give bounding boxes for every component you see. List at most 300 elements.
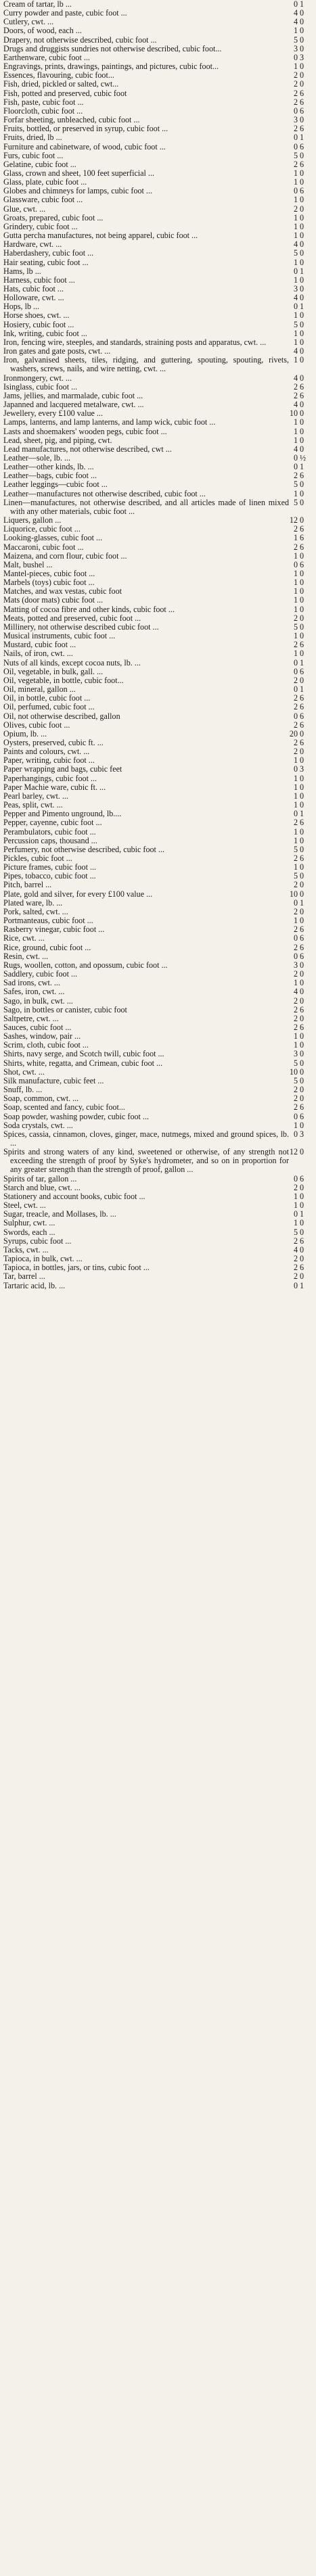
entry-description: Grindery, cubic foot ... (3, 221, 78, 231)
entry-shillings: 2 (293, 675, 298, 685)
entry-shillings: 3 (293, 43, 298, 53)
entry-shillings: 2 (293, 159, 298, 169)
entry-pence: 0 (300, 408, 304, 419)
entry-description: Stationery and account books, cubic foot ... (3, 1191, 145, 1201)
entry-pence: 0 (300, 248, 304, 258)
tariff-entry (3, 925, 313, 934)
entry-description: Portmanteaus, cubic foot ... (3, 916, 93, 926)
entry-pence: 0 (300, 782, 304, 792)
entry-shillings: 1 (293, 275, 298, 285)
entry-description: Nuts of all kinds, except cocoa nuts, lb. ... (3, 657, 141, 668)
tariff-entry (3, 1014, 313, 1023)
entry-shillings: 0 (293, 666, 298, 676)
tariff-entry (3, 329, 313, 338)
entry-shillings: 12 (289, 515, 298, 525)
tariff-entry (3, 614, 313, 623)
entry-pence: 6 (300, 381, 304, 392)
entry-pence: 6 (300, 1022, 304, 1032)
entry-description: Lead, sheet, pig, and piping, cwt. (3, 435, 112, 445)
tariff-entry (3, 151, 313, 160)
entry-pence: 6 (300, 951, 304, 961)
entry-shillings: 4 (293, 373, 298, 383)
entry-pence: 0 (300, 613, 304, 623)
entry-shillings: 1 (293, 195, 298, 205)
entry-description: Tartaric acid, lb. ... (3, 1280, 66, 1290)
entry-description: Fruits, bottled, or preserved in syrup, cubic foot ... (3, 124, 168, 134)
entry-description: Groats, prepared, cubic foot ... (3, 212, 104, 223)
entry-description: Engravings, prints, drawings, paintings, and pictures, cubic foot... (3, 62, 219, 72)
entry-pence: 0 (300, 1227, 304, 1237)
entry-shillings: 1 (293, 355, 298, 365)
entry-shillings: 2 (293, 1254, 298, 1264)
entry-description: Isinglass, cubic foot ... (3, 381, 78, 392)
entry-shillings: 1 (293, 310, 298, 321)
entry-shillings: 2 (293, 702, 298, 712)
entry-shillings: 1 (293, 221, 298, 231)
tariff-entry (3, 1148, 313, 1174)
entry-pence: 6 (300, 924, 304, 935)
entry-shillings: 0 (293, 1280, 298, 1290)
entry-shillings: 2 (293, 942, 298, 952)
entry-pence: 6 (300, 640, 304, 650)
entry-description: Glass, crown and sheet, 100 feet superficial ... (3, 168, 154, 178)
entry-shillings: 2 (293, 880, 298, 890)
entry-description: Iron, galvanised sheets, tiles, ridging, and guttering, spouting, spouting, rivets, washers, screws, nails, and wire netting, cwt. ... (3, 355, 289, 374)
entry-description: Saltpetre, cwt. ... (3, 1013, 59, 1023)
tariff-entry (3, 427, 313, 436)
entry-shillings: 2 (293, 1013, 298, 1023)
tariff-entry (3, 418, 313, 427)
entry-pence: 0 (300, 435, 304, 445)
entry-description: Musical instruments, cubic foot ... (3, 631, 116, 641)
tariff-entry (3, 1050, 313, 1058)
entry-shillings: 4 (293, 987, 298, 997)
entry-description: Hardware, cwt. ... (3, 239, 62, 250)
entry-description: Oil, vegetable, in bulk, gall. ... (3, 666, 104, 676)
entry-description: Peas, split, cwt. ... (3, 800, 63, 810)
entry-pence: 0 (300, 586, 304, 596)
entry-pence: 0 (300, 1254, 304, 1264)
entry-description: Gelatine, cubic foot ... (3, 159, 76, 169)
tariff-entry (3, 703, 313, 711)
entry-shillings: 1 (293, 337, 298, 347)
entry-pence: 6 (300, 818, 304, 828)
entry-shillings: 1 (293, 800, 298, 810)
entry-description: Spices, cassia, cinnamon, cloves, ginger, mace, nutmegs, mixed and ground spices, lb. ... (3, 1129, 289, 1148)
entry-pence: 0 (300, 150, 304, 160)
tariff-entry (3, 596, 313, 605)
entry-description: Drapery, not otherwise described, cubic foot ... (3, 34, 157, 45)
entry-pence: 0 (300, 115, 304, 125)
entry-description: Fruits, dried, lb ... (3, 133, 62, 143)
entry-shillings: 1 (293, 551, 298, 561)
entry-shillings: 5 (293, 1227, 298, 1237)
entry-description: Pepper and Pimento unground, lb.... (3, 809, 122, 819)
entry-shillings: 0 (293, 1111, 298, 1121)
entry-pence: 1 (300, 657, 304, 668)
entry-shillings: 0 (293, 141, 298, 151)
entry-pence: 0 (300, 17, 304, 27)
entry-shillings: 2 (293, 640, 298, 650)
entry-pence: 0 (300, 773, 304, 783)
entry-shillings: 1 (293, 578, 298, 588)
entry-pence: 6 (300, 533, 304, 543)
entry-pence: 1 (300, 684, 304, 695)
entry-description: Jams, jellies, and marmalade, cubic foot ... (3, 390, 143, 400)
entry-shillings: 10 (289, 1067, 298, 1077)
entry-description: Sad irons, cwt. ... (3, 978, 60, 988)
tariff-entry (3, 36, 313, 45)
entry-description: Oil, perfumed, cubic foot ... (3, 702, 95, 712)
entry-pence: 0 (300, 346, 304, 356)
entry-pence: 0 (300, 400, 304, 410)
entry-pence: 6 (300, 159, 304, 169)
tariff-entry (3, 534, 313, 542)
entry-shillings: 1 (293, 212, 298, 223)
entry-description: Jewellery, every £100 value ... (3, 408, 103, 419)
entry-shillings: 0 (293, 933, 298, 943)
entry-description: Sago, in bulk, cwt. ... (3, 996, 73, 1006)
entry-description: Soap powder, washing powder, cubic foot ... (3, 1111, 149, 1121)
tariff-entry (3, 730, 313, 739)
entry-shillings: 1 (293, 755, 298, 766)
tariff-entry (3, 498, 313, 516)
entry-pence: 0 (300, 791, 304, 801)
entry-description: Sago, in bottles or canister, cubic foot (3, 1004, 127, 1014)
entry-shillings: 4 (293, 239, 298, 250)
entry-pence: 0 (300, 1182, 304, 1192)
entry-shillings: 0 (293, 657, 298, 668)
entry-description: Scrim, cloth, cubic foot ... (3, 1040, 89, 1050)
entry-description: Picture frames, cubic foot ... (3, 862, 97, 872)
entry-description: Resin, cwt. ... (3, 951, 49, 961)
entry-description: Nails, of iron, cwt. ... (3, 649, 73, 659)
entry-shillings: 2 (293, 1236, 298, 1246)
entry-pence: 0 (300, 373, 304, 383)
tariff-entry (3, 445, 313, 454)
entry-description: Mantel-pieces, cubic foot ... (3, 569, 95, 578)
entry-shillings: 1 (293, 835, 298, 845)
entry-pence: 0 (300, 1075, 304, 1085)
entry-description: Swords, each ... (3, 1227, 55, 1237)
entry-shillings: 5 (293, 844, 298, 854)
entry-description: Maizena, and corn flour, cubic foot ... (3, 551, 127, 561)
entry-pence: 1 (300, 897, 304, 908)
tariff-entry (3, 712, 313, 721)
entry-pence: 6 (300, 559, 304, 569)
tariff-entry (3, 45, 313, 53)
entry-pence: 0 (300, 1200, 304, 1211)
entry-pence: 0 (300, 515, 304, 525)
tariff-entry (3, 89, 313, 98)
entry-shillings: 1 (293, 978, 298, 988)
entry-shillings: 0 (293, 52, 298, 62)
tariff-entry (3, 783, 313, 792)
entry-pence: 0 (300, 497, 304, 507)
entry-description: Hats, cubic foot ... (3, 284, 64, 294)
entry-shillings: 2 (293, 390, 298, 400)
entry-shillings: 5 (293, 319, 298, 329)
entry-pence: 0 (300, 1147, 304, 1157)
entry-pence: 0 (300, 239, 304, 250)
tariff-entry (3, 133, 313, 142)
entry-pence: 0 (300, 978, 304, 988)
entry-shillings: 1 (293, 826, 298, 837)
entry-shillings: 0 (293, 1129, 298, 1139)
entry-description: Looking-glasses, cubic foot ... (3, 533, 103, 543)
entry-shillings: 1 (293, 1040, 298, 1050)
entry-description: Harness, cubic foot ... (3, 275, 75, 285)
entry-pence: 0 (300, 906, 304, 916)
entry-description: Tapioca, in bottles, jars, or tins, cubic foot ... (3, 1263, 150, 1273)
tariff-entry (3, 1272, 313, 1281)
entry-description: Hair seating, cubic foot ... (3, 257, 89, 267)
entry-pence: 6 (300, 693, 304, 703)
entry-shillings: 3 (293, 1049, 298, 1059)
entry-description: Paper Machie ware, cubic ft. ... (3, 782, 106, 792)
entry-pence: 0 (300, 79, 304, 89)
entry-description: Glass, plate, cubic foot ... (3, 177, 87, 187)
entry-description: Malt, bushel ... (3, 559, 53, 569)
entry-pence: 0 (300, 1049, 304, 1059)
entry-pence: 6 (300, 1263, 304, 1273)
entry-pence: 6 (300, 1173, 304, 1184)
entry-description: Sashes, window, pair ... (3, 1031, 81, 1041)
entry-description: Pork, salted, cwt. ... (3, 906, 68, 916)
entry-shillings: 2 (293, 737, 298, 747)
entry-description: Soap, common, cwt. ... (3, 1094, 79, 1104)
tariff-entry (3, 321, 313, 329)
entry-pence: 6 (300, 88, 304, 98)
entry-pence: 1 (300, 462, 304, 472)
entry-shillings: 4 (293, 346, 298, 356)
entry-shillings: 1 (293, 426, 298, 436)
entry-shillings: 5 (293, 497, 298, 507)
entry-description: Hams, lb ... (3, 266, 41, 276)
entry-description: Cutlery, cwt. ... (3, 17, 54, 27)
entry-pence: 0 (300, 969, 304, 979)
entry-pence: 6 (300, 524, 304, 534)
entry-description: Soap, scented and fancy, cubic foot... (3, 1102, 125, 1113)
entry-description: Hops, lb ... (3, 302, 40, 312)
entry-shillings: 2 (293, 1263, 298, 1273)
entry-shillings: 4 (293, 8, 298, 18)
entry-shillings: 2 (293, 1004, 298, 1014)
entry-shillings: 1 (293, 1191, 298, 1201)
entry-description: Lead manufactures, not otherwise described, cwt ... (3, 444, 172, 454)
entry-description: Shirts, navy serge, and Scotch twill, cubic foot ... (3, 1049, 164, 1059)
tariff-entry (3, 543, 313, 552)
entry-description: Shirts, white, regatta, and Crimean, cubic foot ... (3, 1058, 163, 1068)
entry-pence: 0 (300, 844, 304, 854)
entry-pence: 0 (300, 1058, 304, 1068)
entry-description: Syrups, cubic foot ... (3, 1236, 72, 1246)
entry-pence: 0 (300, 578, 304, 588)
tariff-entry (3, 659, 313, 668)
entry-pence: 6 (300, 124, 304, 134)
entry-pence: 0 (300, 70, 304, 80)
entry-shillings: 12 (289, 1147, 298, 1157)
tariff-entry (3, 1263, 313, 1272)
entry-shillings: 1 (293, 62, 298, 72)
tariff-entry (3, 774, 313, 783)
entry-pence: 0 (300, 631, 304, 641)
tariff-entry (3, 1006, 313, 1014)
entry-pence: 0 (300, 649, 304, 659)
entry-shillings: 0 (293, 266, 298, 276)
tariff-entry (3, 160, 313, 169)
entry-description: Furniture and cabinetware, of wood, cubic foot ... (3, 141, 166, 151)
entry-shillings: 2 (293, 969, 298, 979)
entry-pence: 6 (300, 1004, 304, 1014)
tariff-entry (3, 837, 313, 845)
entry-shillings: 0 (293, 897, 298, 908)
entry-description: Oil, vegetable, in bottle, cubic foot... (3, 675, 124, 685)
entry-description: Sauces, cubic foot ... (3, 1022, 72, 1032)
entry-pence: 0 (300, 960, 304, 970)
entry-pence: 0 (300, 996, 304, 1006)
entry-shillings: 2 (293, 542, 298, 552)
entry-shillings: 2 (293, 204, 298, 214)
entry-shillings: 2 (293, 97, 298, 107)
entry-description: Pickles, cubic foot ... (3, 853, 72, 863)
entry-shillings: 1 (293, 586, 298, 596)
entry-pence: 0 (300, 1271, 304, 1282)
tariff-entry (3, 818, 313, 827)
entry-pence: 0 (300, 675, 304, 685)
entry-shillings: 0 (293, 0, 298, 9)
entry-description: Gutta percha manufactures, not being apparel, cubic foot ... (3, 231, 198, 241)
entry-pence: 6 (300, 97, 304, 107)
entry-pence: 1 (300, 266, 304, 276)
tariff-entry (3, 143, 313, 151)
entry-shillings: 0 (293, 1173, 298, 1184)
entry-shillings: 20 (289, 728, 298, 739)
entry-pence: 0 (300, 479, 304, 490)
entry-pence: 0 (300, 168, 304, 178)
entry-description: Forfar sheeting, unbleached, cubic foot ... (3, 115, 140, 125)
entry-pence: 0 (300, 310, 304, 321)
entry-description: Japanned and lacquered metalware, cwt. ... (3, 400, 144, 410)
entry-description: Ironmongery, cwt. ... (3, 373, 72, 383)
entry-shillings: 10 (289, 408, 298, 419)
tariff-entry (3, 765, 313, 774)
entry-pence: 6 (300, 720, 304, 730)
entry-description: Mats (door mats) cubic foot ... (3, 595, 104, 605)
entry-description: Paper, writing, cubic foot ... (3, 755, 95, 766)
entry-shillings: 4 (293, 444, 298, 454)
entry-shillings: 2 (293, 70, 298, 80)
entry-shillings: 1 (293, 1200, 298, 1211)
entry-shillings: 5 (293, 1058, 298, 1068)
entry-description: Iron gates and gate posts, cwt. ... (3, 346, 111, 356)
entry-shillings: 2 (293, 693, 298, 703)
tariff-entry (3, 98, 313, 107)
entry-pence: 1 (300, 133, 304, 143)
entry-pence: 6 (300, 711, 304, 721)
entry-description: Pepper, cayenne, cubic foot ... (3, 818, 102, 828)
entry-description: Shot, cwt. ... (3, 1067, 45, 1077)
entry-pence: 0 (300, 862, 304, 872)
entry-pence: 0 (300, 1244, 304, 1255)
tariff-entry (3, 890, 313, 899)
tariff-entry (3, 1175, 313, 1184)
entry-pence: 0 (300, 8, 304, 18)
entry-shillings: 0 (293, 684, 298, 695)
entry-description: Tacks, cwt. ... (3, 1244, 49, 1255)
entry-pence: 0 (300, 177, 304, 187)
entry-shillings: 1 (293, 1120, 298, 1130)
entry-shillings: 5 (293, 479, 298, 490)
tariff-entry (3, 1192, 313, 1201)
entry-shillings: 1 (293, 435, 298, 445)
tariff-entry (3, 374, 313, 383)
entry-description: Paints and colours, cwt. ... (3, 747, 90, 757)
entry-shillings: 1 (293, 631, 298, 641)
entry-pence: 0 (300, 728, 304, 739)
tariff-entry (3, 1282, 313, 1290)
entry-description: Leather—bags, cubic foot ... (3, 471, 97, 481)
entry-description: Rugs, woollen, cotton, and opossum, cubic foot ... (3, 960, 168, 970)
entry-description: Essences, flavouring, cubic foot... (3, 70, 114, 80)
entry-description: Leather leggings—cubic foot ... (3, 479, 108, 490)
entry-description: Rasberry vinegar, cubic foot ... (3, 924, 105, 935)
entry-shillings: 0 (293, 1209, 298, 1219)
tariff-entry (3, 436, 313, 445)
entry-description: Rice, cwt. ... (3, 933, 45, 943)
entry-pence: 0 (300, 62, 304, 72)
entry-pence: 6 (300, 702, 304, 712)
tariff-entry (3, 1077, 313, 1085)
entry-description: Saddlery, cubic foot ... (3, 969, 78, 979)
entry-pence: 3 (300, 764, 304, 774)
entry-shillings: 10 (289, 889, 298, 899)
entry-description: Opium, lb. ... (3, 728, 47, 739)
entry-description: Earthenware, cubic foot ... (3, 52, 90, 62)
entry-shillings: 4 (293, 17, 298, 27)
tariff-entry (3, 1068, 313, 1077)
entry-pence: 0 (300, 275, 304, 285)
tariff-entry (3, 80, 313, 89)
entry-pence: 0 (300, 204, 304, 214)
entry-description: Cream of tartar, lb ... (3, 0, 72, 9)
entry-pence: 0 (300, 26, 304, 36)
entry-pence: 0 (300, 747, 304, 757)
entry-pence: 1 (300, 1280, 304, 1290)
entry-description: Pipes, tobacco, cubic foot ... (3, 871, 96, 881)
entry-pence: 0 (300, 417, 304, 427)
entry-shillings: 0 (293, 302, 298, 312)
entry-shillings: 0 (293, 186, 298, 196)
tariff-entry (3, 195, 313, 204)
tariff-entry (3, 828, 313, 837)
entry-description: Pearl barley, cwt. ... (3, 791, 68, 801)
entry-pence: 6 (300, 542, 304, 552)
tariff-entry (3, 605, 313, 614)
entry-pence: 0 (300, 916, 304, 926)
entry-pence: 0 (300, 880, 304, 890)
tariff-entry (3, 552, 313, 561)
tariff-entry (3, 721, 313, 730)
entry-description: Curry powder and paste, cubic foot ... (3, 8, 127, 18)
entry-pence: 1 (300, 0, 304, 9)
tariff-entry (3, 943, 313, 952)
entry-pence: 0 (300, 337, 304, 347)
entry-shillings: 2 (293, 996, 298, 1006)
entry-shillings: 2 (293, 924, 298, 935)
tariff-entry (3, 934, 313, 943)
entry-shillings: 2 (293, 613, 298, 623)
